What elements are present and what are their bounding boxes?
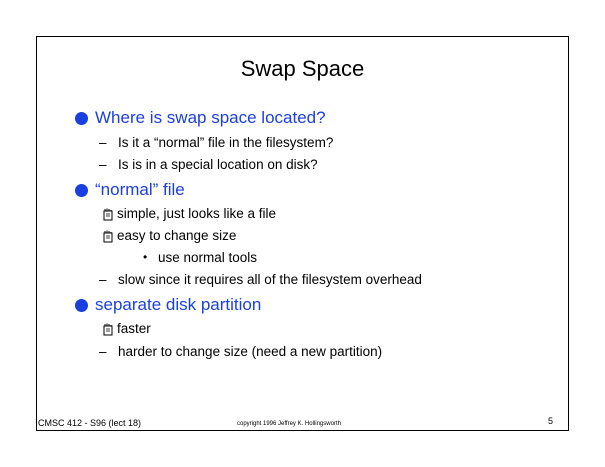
footer-course: CMSC 412 - S96 (lect 18) bbox=[38, 418, 142, 428]
bullet-2-sub-1: simple, just looks like a file bbox=[117, 206, 277, 221]
slide-title: Swap Space bbox=[240, 56, 365, 81]
bullet-1-sub-1: Is it a “normal” file in the filesystem? bbox=[118, 135, 334, 150]
footer-copyright: copyright 1996 Jeffrey K. Hollingsworth bbox=[237, 421, 341, 427]
dash-icon: – bbox=[99, 344, 107, 359]
page-number: 5 bbox=[548, 416, 554, 426]
bullet-3-sub-2: harder to change size (need a new partition) bbox=[118, 344, 383, 359]
bullet-2: “normal” file bbox=[95, 180, 185, 199]
bullet-3: separate disk partition bbox=[95, 295, 262, 314]
pointing-hand-icon bbox=[103, 208, 114, 221]
slide-frame bbox=[36, 36, 569, 431]
bullet-dot-icon bbox=[75, 112, 88, 125]
pointing-hand-icon bbox=[103, 230, 114, 243]
bullet-1-sub-2: Is is in a special location on disk? bbox=[118, 157, 318, 172]
small-bullet-icon: • bbox=[143, 250, 148, 264]
dash-icon: – bbox=[99, 272, 107, 287]
bullet-2-sub-2: easy to change size bbox=[117, 228, 237, 243]
dash-icon: – bbox=[99, 157, 107, 172]
pointing-hand-icon bbox=[103, 323, 114, 336]
bullet-3-sub-1: faster bbox=[117, 321, 151, 336]
dash-icon: – bbox=[99, 135, 107, 150]
bullet-1: Where is swap space located? bbox=[95, 108, 326, 127]
bullet-dot-icon bbox=[75, 184, 88, 197]
bullet-2-sub-3: use normal tools bbox=[158, 250, 258, 265]
bullet-2-sub-4: slow since it requires all of the filesystem overhead bbox=[118, 272, 422, 287]
bullet-dot-icon bbox=[75, 299, 88, 312]
